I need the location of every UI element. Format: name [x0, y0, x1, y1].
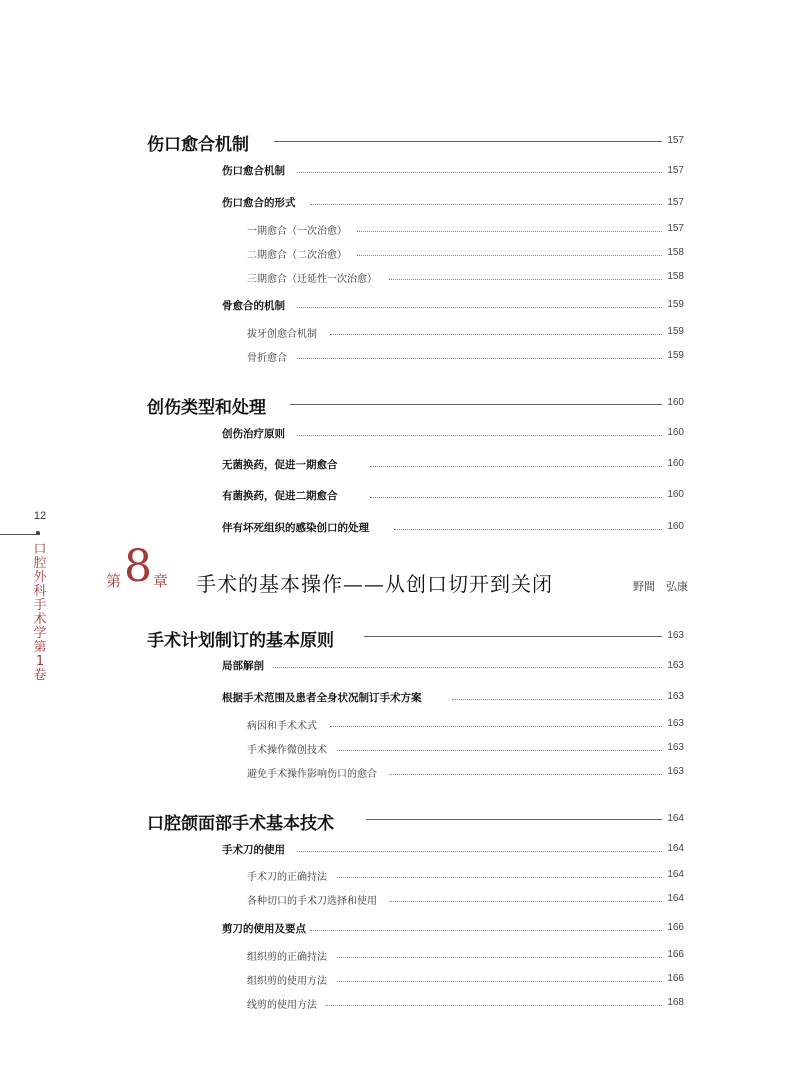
toc-entry[interactable]: 局部解剖: [222, 660, 264, 672]
leader-dots: [273, 667, 662, 668]
toc-subentry[interactable]: 骨折愈合: [247, 353, 287, 364]
toc-entry[interactable]: 创伤治疗原则: [222, 428, 285, 440]
chapter-prefix: 第: [106, 572, 122, 590]
section-title[interactable]: 手术计划制订的基本原则: [147, 631, 334, 651]
section-rule: [290, 404, 662, 405]
toc-entry[interactable]: 伤口愈合机制: [222, 165, 285, 177]
leader-dots: [330, 726, 662, 727]
section-rule: [364, 636, 662, 637]
toc-subentry[interactable]: 三期愈合（迁延性一次治愈）: [247, 274, 377, 285]
leader-dots: [297, 172, 662, 173]
subentry-page: 157: [667, 223, 684, 234]
leader-dots: [357, 231, 662, 232]
toc-subentry[interactable]: 线剪的使用方法: [247, 1000, 317, 1011]
subentry-page: 168: [667, 997, 684, 1008]
leader-dots: [337, 877, 662, 878]
entry-page: 160: [667, 458, 684, 469]
subentry-page: 163: [667, 766, 684, 777]
leader-dots: [330, 334, 662, 335]
toc-entry[interactable]: 手术刀的使用: [222, 844, 285, 856]
toc-entry[interactable]: 伤口愈合的形式: [222, 197, 296, 209]
section-page: 157: [667, 135, 684, 146]
toc-subentry[interactable]: 避免手术操作影响伤口的愈合: [247, 769, 377, 780]
leader-dots: [310, 930, 662, 931]
leader-dots: [389, 774, 662, 775]
leader-dots: [337, 957, 662, 958]
toc-entry[interactable]: 根据手术范围及患者全身状况制订手术方案: [222, 692, 422, 704]
leader-dots: [297, 851, 662, 852]
section-page: 163: [667, 630, 684, 641]
toc-subentry[interactable]: 手术操作微创技术: [247, 745, 327, 756]
chapter-title[interactable]: 手术的基本操作——从创口切开到关闭: [196, 572, 553, 596]
leader-dots: [452, 699, 662, 700]
toc-subentry[interactable]: 拔牙创愈合机制: [247, 329, 317, 340]
leader-dots: [297, 307, 662, 308]
entry-page: 160: [667, 489, 684, 500]
toc-entry[interactable]: 剪刀的使用及要点: [222, 923, 306, 935]
chapter-header: [0, 541, 790, 596]
section-title[interactable]: 口腔颌面部手术基本技术: [147, 814, 334, 834]
book-title: 口腔外科手术学 第1卷: [33, 542, 47, 683]
subentry-page: 163: [667, 718, 684, 729]
subentry-page: 166: [667, 949, 684, 960]
leader-dots: [370, 466, 662, 467]
leader-dots: [310, 204, 662, 205]
entry-page: 157: [667, 197, 684, 208]
section-rule: [366, 819, 662, 820]
entry-page: 160: [667, 521, 684, 532]
leader-dots: [370, 497, 662, 498]
leader-dots: [297, 358, 662, 359]
chapter-suffix: 章: [153, 572, 169, 590]
chapter-number: 8: [124, 541, 152, 592]
toc-entry[interactable]: 有菌换药，促进二期愈合: [222, 490, 338, 502]
toc-subentry[interactable]: 组织剪的正确持法: [247, 952, 327, 963]
entry-page: 164: [667, 843, 684, 854]
subentry-page: 159: [667, 350, 684, 361]
sidebar-rule: [0, 534, 40, 535]
leader-dots: [389, 279, 662, 280]
toc-subentry[interactable]: 各种切口的手术刀选择和使用: [247, 896, 377, 907]
subentry-page: 164: [667, 869, 684, 880]
section-title[interactable]: 创伤类型和处理: [147, 398, 266, 418]
leader-dots: [389, 901, 662, 902]
leader-dots: [337, 981, 662, 982]
leader-dots: [337, 750, 662, 751]
entry-page: 163: [667, 660, 684, 671]
toc-subentry[interactable]: 病因和手术术式: [247, 721, 317, 732]
entry-page: 163: [667, 691, 684, 702]
subentry-page: 163: [667, 742, 684, 753]
section-page: 164: [667, 813, 684, 824]
section-rule: [274, 141, 662, 142]
toc-subentry[interactable]: 手术刀的正确持法: [247, 872, 327, 883]
leader-dots: [357, 255, 662, 256]
entry-page: 160: [667, 427, 684, 438]
subentry-page: 158: [667, 271, 684, 282]
subentry-page: 166: [667, 973, 684, 984]
entry-page: 159: [667, 299, 684, 310]
sidebar-dot: [36, 531, 40, 535]
toc-subentry[interactable]: 二期愈合（二次治愈）: [247, 250, 347, 261]
subentry-page: 158: [667, 247, 684, 258]
page-sidebar: [31, 510, 49, 683]
leader-dots: [297, 435, 662, 436]
section-title[interactable]: 伤口愈合机制: [147, 135, 249, 155]
toc-subentry[interactable]: 一期愈合（一次治愈）: [247, 226, 347, 237]
entry-page: 157: [667, 165, 684, 176]
toc-entry[interactable]: 无菌换药，促进一期愈合: [222, 459, 338, 471]
leader-dots: [394, 529, 662, 530]
toc-subentry[interactable]: 组织剪的使用方法: [247, 976, 327, 987]
toc-entry[interactable]: 骨愈合的机制: [222, 300, 285, 312]
subentry-page: 164: [667, 893, 684, 904]
entry-page: 166: [667, 922, 684, 933]
leader-dots: [325, 1005, 662, 1006]
chapter-author: 野間 弘康: [633, 580, 688, 593]
subentry-page: 159: [667, 326, 684, 337]
page-number: 12: [33, 510, 47, 522]
toc-entry[interactable]: 伴有坏死组织的感染创口的处理: [222, 522, 369, 534]
section-page: 160: [667, 397, 684, 408]
